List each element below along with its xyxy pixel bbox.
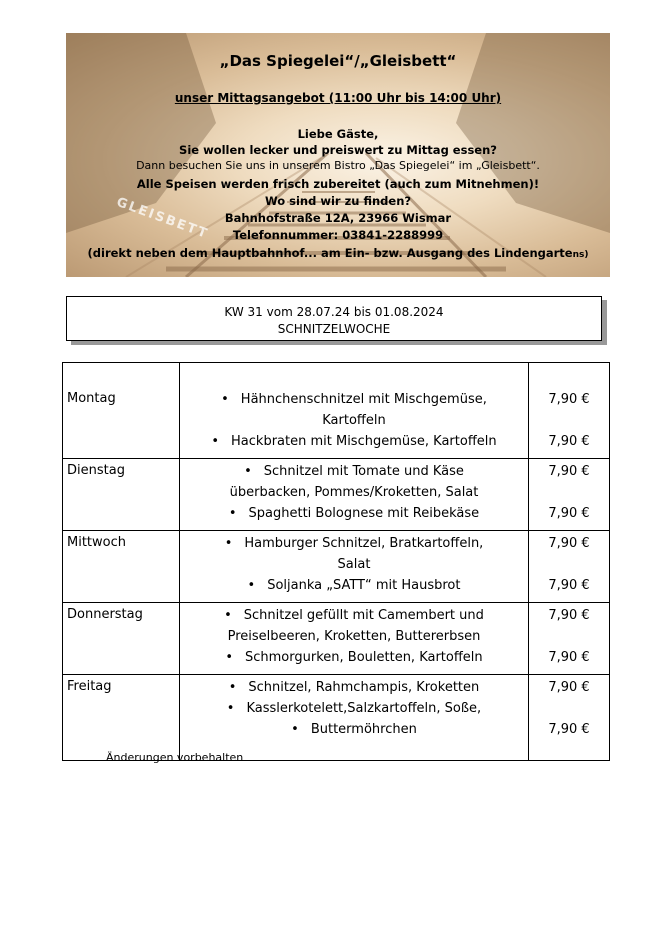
bullet-icon: • [221, 392, 229, 407]
week-box [66, 296, 602, 341]
prices-cell [529, 459, 610, 531]
intro-question: Sie wollen lecker und preiswert zu Mittag essen? [179, 143, 497, 157]
dish-price: 7,90 € [548, 434, 590, 449]
dish-price: 7,90 € [548, 392, 590, 407]
dish-price: 7,90 € [548, 680, 590, 695]
dish-text: Schnitzel, Rahmchampis, Kroketten [248, 680, 480, 695]
dish-price: 7,90 € [548, 464, 590, 479]
dish-price: 7,90 € [548, 608, 590, 623]
menu-row-thursday [63, 603, 610, 675]
menu-table [62, 362, 610, 761]
day-cell: Mittwoch [63, 531, 180, 603]
bullet-icon: • [224, 608, 232, 623]
dish-price [529, 698, 609, 719]
location-directions-end: ns) [572, 250, 589, 260]
dish-price: 7,90 € [548, 650, 590, 665]
header-banner [66, 33, 610, 277]
dish-line [184, 389, 524, 410]
prices-cell [529, 675, 610, 761]
dish-text: Schnitzel mit Tomate und Käse [263, 464, 464, 479]
dish-line [184, 554, 524, 575]
dishes-cell [180, 531, 529, 603]
dish-line [184, 533, 524, 554]
menu-row-friday [63, 675, 610, 761]
menu-row-monday [63, 363, 610, 459]
bullet-icon: • [211, 434, 220, 449]
bullet-icon: • [291, 722, 299, 737]
dish-line [184, 461, 524, 482]
prices-cell [529, 363, 610, 459]
dish-text: Hähnchenschnitzel mit Mischgemüse, [240, 392, 487, 407]
dish-text: Salat [337, 557, 371, 572]
dishes-cell [180, 363, 529, 459]
dish-line [184, 626, 524, 647]
dish-price: 7,90 € [548, 722, 590, 737]
fresh-food-note: Alle Speisen werden frisch zubereitet (auch zum Mitnehmen)! [136, 177, 540, 191]
dish-text: Spaghetti Bolognese mit Reibekäse [248, 506, 480, 521]
phone-number: Telefonnummer: 03841-2288999 [232, 228, 444, 242]
menu-row-wednesday [63, 531, 610, 603]
dish-line [184, 677, 524, 698]
dish-text: Hackbraten mit Mischgemüse, Kartoffeln [231, 434, 497, 449]
dishes-cell [180, 675, 529, 761]
dish-text: überbacken, Pommes/Kroketten, Salat [229, 485, 479, 500]
week-subtitle: SCHNITZELWOCHE [277, 322, 391, 336]
dish-price: 7,90 € [548, 506, 590, 521]
dish-text: Schmorgurken, Bouletten, Kartoffeln [245, 650, 483, 665]
bistro-invitation: Dann besuchen Sie uns in unserem Bistro „Das Spiegelei“ im „Gleisbett“. [136, 159, 540, 172]
dish-line [184, 503, 524, 524]
bullet-icon: • [226, 701, 235, 716]
bullet-icon: • [244, 464, 252, 479]
dish-line [184, 575, 524, 596]
dish-line [184, 605, 524, 626]
price-spacer [529, 410, 609, 431]
dish-text: Kasslerkotelett,Salzkartoffeln, Soße, [246, 701, 482, 716]
dishes-cell [180, 603, 529, 675]
dish-text: Hamburger Schnitzel, Bratkartoffeln, [244, 536, 484, 551]
dish-text: Preiselbeeren, Kroketten, Buttererbsen [227, 629, 481, 644]
prices-cell [529, 603, 610, 675]
day-cell: Freitag [63, 675, 180, 761]
dish-line [184, 410, 524, 431]
bullet-icon: • [224, 536, 233, 551]
address: Bahnhofstraße 12A, 23966 Wismar [224, 211, 452, 225]
location-directions [66, 244, 610, 264]
day-cell: Dienstag [63, 459, 180, 531]
bullet-icon: • [225, 650, 233, 665]
location-directions-text: (direkt neben dem Hauptbahnhof... am Ein- bzw. Ausgang des Lindengarte [87, 246, 573, 260]
location-question: Wo sind wir zu finden? [264, 194, 412, 208]
price-spacer [529, 554, 609, 575]
dish-text: Buttermöhrchen [310, 722, 417, 737]
dishes-cell [180, 459, 529, 531]
bullet-icon: • [228, 506, 237, 521]
bullet-icon: • [228, 680, 237, 695]
dish-text: Kartoffeln [322, 413, 386, 428]
greeting: Liebe Gäste, [297, 127, 379, 141]
price-spacer [529, 626, 609, 647]
banner-title: „Das Spiegelei“/„Gleisbett“ [219, 52, 457, 70]
week-title: KW 31 vom 28.07.24 bis 01.08.2024 [224, 305, 444, 319]
dish-line [184, 647, 524, 668]
menu-row-tuesday [63, 459, 610, 531]
changes-note: Änderungen vorbehalten [106, 751, 244, 764]
gleisbett-logo: GLEISBETT [114, 194, 211, 243]
dish-line [184, 431, 524, 452]
day-cell: Montag [63, 363, 180, 459]
dish-price: 7,90 € [548, 578, 590, 593]
price-spacer [529, 482, 609, 503]
lunch-offer-hours: unser Mittagsangebot (11:00 Uhr bis 14:00 Uhr) [174, 91, 502, 105]
bullet-icon: • [247, 578, 256, 593]
prices-cell [529, 531, 610, 603]
dish-price: 7,90 € [548, 536, 590, 551]
dish-text: Soljanka „SATT“ mit Hausbrot [267, 578, 461, 593]
dish-line [184, 698, 524, 719]
day-cell: Donnerstag [63, 603, 180, 675]
dish-line [184, 719, 524, 740]
dish-text: Schnitzel gefüllt mit Camembert und [243, 608, 484, 623]
dish-line [184, 482, 524, 503]
